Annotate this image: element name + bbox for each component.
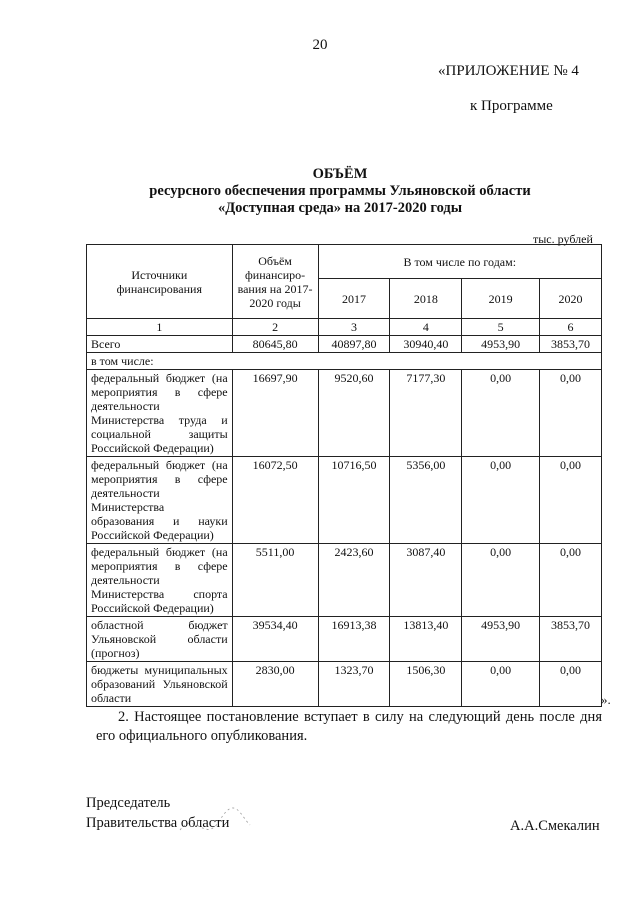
header-year: 2019 (462, 279, 540, 319)
row-label: областной бюджет Ульяновской области (прогноз) (87, 617, 233, 662)
title-line-3: «Доступная среда» на 2017-2020 годы (217, 200, 463, 216)
table-row (87, 544, 602, 617)
value-cell: 39534,40 (232, 617, 318, 662)
program-reference: к Программе (470, 98, 553, 114)
index-cell: 5 (462, 319, 540, 336)
value-cell: 4953,90 (462, 617, 540, 662)
header-year: 2018 (390, 279, 462, 319)
header-source: Источники финансирования (87, 245, 233, 319)
index-cell: 4 (390, 319, 462, 336)
index-cell: 6 (540, 319, 602, 336)
value-cell: 80645,80 (232, 336, 318, 353)
value-cell: 2423,60 (318, 544, 390, 617)
value-cell: 0,00 (540, 544, 602, 617)
including-label: в том числе: (87, 353, 602, 370)
row-label: бюджеты муниципальных образований Ульяновской области (87, 662, 233, 707)
including-row (87, 353, 602, 370)
row-label: федеральный бюджет (на мероприятия в сфере деятельности Министерства труда и социальной защиты Российской Федерации) (87, 370, 233, 457)
units-label: тыс. рублей (533, 232, 593, 246)
row-label: федеральный бюджет (на мероприятия в сфере деятельности Министерства спорта Российской Федерации) (87, 544, 233, 617)
closing-quote: ». (601, 692, 611, 707)
funding-table (86, 244, 602, 707)
value-cell: 0,00 (462, 457, 540, 544)
table-row (87, 617, 602, 662)
value-cell: 2830,00 (232, 662, 318, 707)
value-cell: 13813,40 (390, 617, 462, 662)
value-cell: 0,00 (540, 457, 602, 544)
table-row (87, 662, 602, 707)
value-cell: 7177,30 (390, 370, 462, 457)
total-row (87, 336, 602, 353)
value-cell: 0,00 (462, 662, 540, 707)
value-cell: 0,00 (540, 662, 602, 707)
signer-position-line-2: Правительства области (86, 815, 230, 831)
index-cell: 3 (318, 319, 390, 336)
header-by-year: В том числе по годам: (318, 245, 601, 279)
signer-name: А.А.Смекалин (510, 818, 600, 834)
row-label: Всего (87, 336, 233, 353)
value-cell: 0,00 (540, 370, 602, 457)
value-cell: 3853,70 (540, 617, 602, 662)
title-line-2: ресурсного обеспечения программы Ульяновской области (149, 183, 531, 199)
value-cell: 3853,70 (540, 336, 602, 353)
value-cell: 16913,38 (318, 617, 390, 662)
value-cell: 1506,30 (390, 662, 462, 707)
index-cell: 2 (232, 319, 318, 336)
value-cell: 0,00 (462, 370, 540, 457)
value-cell: 10716,50 (318, 457, 390, 544)
index-cell: 1 (87, 319, 233, 336)
value-cell: 5356,00 (390, 457, 462, 544)
clause-paragraph: 2. Настоящее постановление вступает в силу на следующий день после дня его официального опубликования. (96, 709, 602, 744)
signer-position-line-1: Председатель (86, 795, 171, 811)
header-total: Объём финансиро-вания на 2017-2020 годы (232, 245, 318, 319)
value-cell: 4953,90 (462, 336, 540, 353)
row-label: федеральный бюджет (на мероприятия в сфере деятельности Министерства образования и науки Российской Федерации) (87, 457, 233, 544)
header-year: 2020 (540, 279, 602, 319)
index-row (87, 319, 602, 336)
value-cell: 16072,50 (232, 457, 318, 544)
header-year: 2017 (318, 279, 390, 319)
page-number: 20 (312, 37, 328, 53)
table-row (87, 457, 602, 544)
appendix-heading: «ПРИЛОЖЕНИЕ № 4 (438, 63, 579, 79)
value-cell: 0,00 (462, 544, 540, 617)
value-cell: 16697,90 (232, 370, 318, 457)
value-cell: 3087,40 (390, 544, 462, 617)
value-cell: 1323,70 (318, 662, 390, 707)
table-row (87, 370, 602, 457)
document-title (100, 166, 580, 217)
title-line-1: ОБЪЁМ (312, 166, 368, 182)
value-cell: 30940,40 (390, 336, 462, 353)
value-cell: 9520,60 (318, 370, 390, 457)
value-cell: 40897,80 (318, 336, 390, 353)
value-cell: 5511,00 (232, 544, 318, 617)
